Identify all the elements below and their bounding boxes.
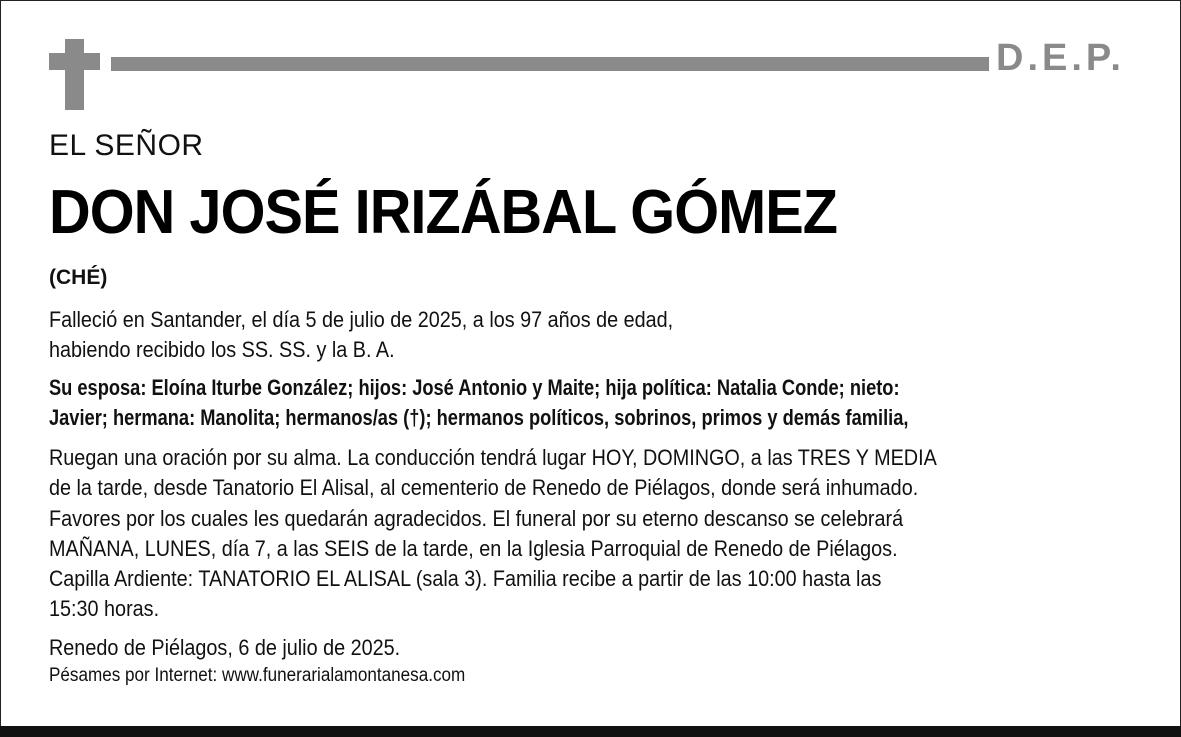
death-line-2: habiendo recibido los SS. SS. y la B. A. — [49, 337, 395, 362]
place-date: Renedo de Piélagos, 6 de julio de 2025. — [49, 635, 401, 660]
service-line-2: de la tarde, desde Tanatorio El Alisal, al cementerio de Renedo de Piélagos, donde será inhumado. — [49, 475, 919, 500]
cross-icon — [65, 39, 84, 110]
service-line-5: Capilla Ardiente: TANATORIO EL ALISAL (sala 3). Familia recibe a partir de las 10:00 hasta las — [49, 566, 882, 591]
service-line-6: 15:30 horas. — [49, 596, 160, 621]
deceased-name: DON JOSÉ IRIZÁBAL GÓMEZ — [49, 178, 838, 247]
nickname: (CHÉ) — [49, 266, 108, 289]
family-line-2: Javier; hermana: Manolita; hermanos/as (†); hermanos políticos, sobrinos, primos y demás familia, — [49, 405, 909, 430]
service-line-3: Favores por los cuales les quedarán agradecidos. El funeral por su eterno descanso se celebrará — [49, 506, 904, 531]
condolences-line: Pésames por Internet: www.funerarialamontanesa.com — [49, 665, 466, 686]
header-rule — [111, 57, 989, 71]
bottom-bar — [0, 726, 1181, 737]
death-line-1: Falleció en Santander, el día 5 de julio de 2025, a los 97 años de edad, — [49, 307, 674, 332]
dep-label: D.E.P. — [996, 37, 1125, 79]
cross-icon-bar — [49, 53, 100, 70]
service-line-1: Ruegan una oración por su alma. La conducción tendrá lugar HOY, DOMINGO, a las TRES Y MEDIA — [49, 445, 937, 470]
honorific: EL SEÑOR — [49, 129, 204, 162]
service-line-4: MAÑANA, LUNES, día 7, a las SEIS de la tarde, en la Iglesia Parroquial de Renedo de Piélagos. — [49, 536, 898, 561]
family-line-1: Su esposa: Eloína Iturbe González; hijos: José Antonio y Maite; hija política: Natalia Conde; nieto: — [49, 375, 900, 400]
